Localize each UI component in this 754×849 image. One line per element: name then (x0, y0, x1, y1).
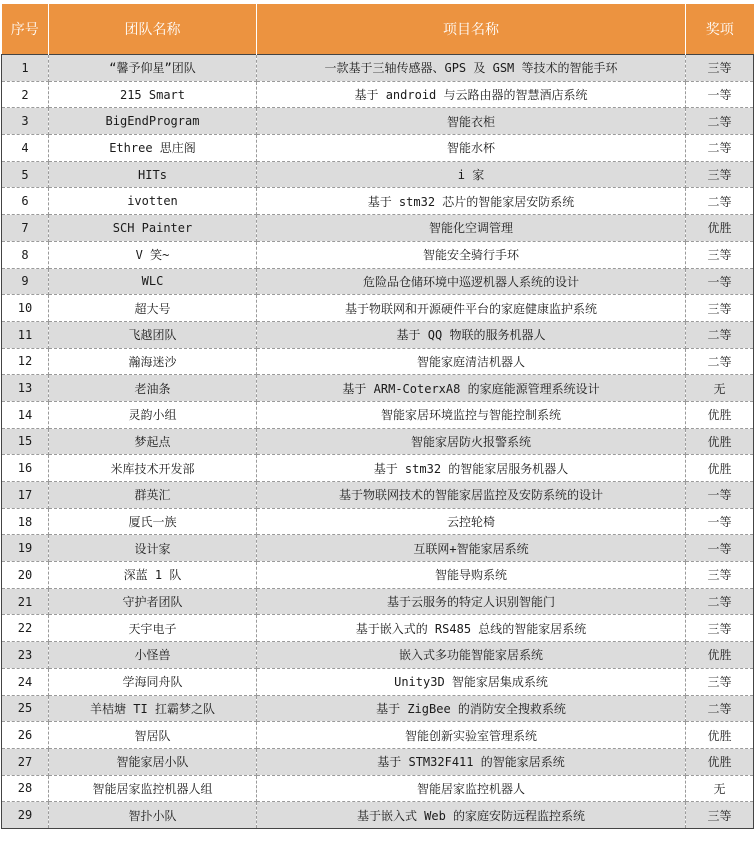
cell-team-name: 灵韵小组 (49, 401, 257, 428)
cell-index: 19 (2, 535, 49, 562)
cell-project-name: 基于 QQ 物联的服务机器人 (257, 321, 686, 348)
cell-team-name: 智能居家监控机器人组 (49, 775, 257, 802)
cell-team-name: 梦起点 (49, 428, 257, 455)
cell-index: 15 (2, 428, 49, 455)
cell-index: 18 (2, 508, 49, 535)
cell-project-name: 基于 STM32F411 的智能家居系统 (257, 748, 686, 775)
cell-project-name: 智能水杯 (257, 135, 686, 162)
cell-team-name: 智居队 (49, 722, 257, 749)
table-row (2, 562, 754, 589)
table-row (2, 135, 754, 162)
table-row (2, 642, 754, 669)
cell-index: 3 (2, 108, 49, 135)
table-row (2, 401, 754, 428)
cell-index: 11 (2, 321, 49, 348)
cell-project-name: 云控轮椅 (257, 508, 686, 535)
table-body (2, 55, 754, 829)
cell-index: 5 (2, 161, 49, 188)
cell-team-name: “馨予仰星”团队 (49, 55, 257, 82)
cell-award: 二等 (686, 188, 754, 215)
cell-index: 26 (2, 722, 49, 749)
cell-team-name: 智扑小队 (49, 802, 257, 829)
cell-project-name: 基于 ZigBee 的消防安全搜救系统 (257, 695, 686, 722)
cell-award: 无 (686, 375, 754, 402)
cell-index: 10 (2, 295, 49, 322)
cell-project-name: 基于物联网技术的智能家居监控及安防系统的设计 (257, 482, 686, 509)
cell-team-name: Ethree 思庄阁 (49, 135, 257, 162)
table-row (2, 55, 754, 82)
cell-team-name: 小怪兽 (49, 642, 257, 669)
cell-project-name: 危险品仓储环境中巡逻机器人系统的设计 (257, 268, 686, 295)
cell-project-name: i 家 (257, 161, 686, 188)
cell-team-name: 深蓝 1 队 (49, 562, 257, 589)
cell-award: 一等 (686, 81, 754, 108)
cell-award: 一等 (686, 268, 754, 295)
cell-project-name: 智能创新实验室管理系统 (257, 722, 686, 749)
cell-index: 24 (2, 668, 49, 695)
header-project-name: 项目名称 (257, 4, 686, 55)
cell-award: 优胜 (686, 455, 754, 482)
cell-index: 8 (2, 241, 49, 268)
cell-team-name: 群英汇 (49, 482, 257, 509)
cell-index: 12 (2, 348, 49, 375)
cell-project-name: 基于物联网和开源硬件平台的家庭健康监护系统 (257, 295, 686, 322)
cell-award: 三等 (686, 161, 754, 188)
cell-index: 2 (2, 81, 49, 108)
cell-team-name: 学海同舟队 (49, 668, 257, 695)
table-row (2, 615, 754, 642)
table-row (2, 775, 754, 802)
table-row (2, 508, 754, 535)
cell-index: 6 (2, 188, 49, 215)
cell-team-name: 羊桔塘 TI 扛霸梦之队 (49, 695, 257, 722)
header-award: 奖项 (686, 4, 754, 55)
cell-team-name: 守护者团队 (49, 588, 257, 615)
cell-project-name: 智能居家监控机器人 (257, 775, 686, 802)
header-row (2, 4, 754, 55)
cell-team-name: 智能家居小队 (49, 748, 257, 775)
cell-award: 二等 (686, 321, 754, 348)
table-row (2, 241, 754, 268)
awards-table (1, 4, 754, 829)
cell-award: 二等 (686, 588, 754, 615)
cell-index: 1 (2, 55, 49, 82)
table-row (2, 535, 754, 562)
cell-index: 17 (2, 482, 49, 509)
cell-project-name: 智能家居防火报警系统 (257, 428, 686, 455)
cell-index: 28 (2, 775, 49, 802)
cell-project-name: 基于嵌入式 Web 的家庭安防远程监控系统 (257, 802, 686, 829)
cell-project-name: 基于 ARM-CoterxA8 的家庭能源管理系统设计 (257, 375, 686, 402)
cell-award: 二等 (686, 135, 754, 162)
table-row (2, 348, 754, 375)
cell-team-name: 厦氏一族 (49, 508, 257, 535)
cell-team-name: BigEndProgram (49, 108, 257, 135)
cell-award: 三等 (686, 562, 754, 589)
table-row (2, 802, 754, 829)
cell-index: 7 (2, 215, 49, 242)
cell-award: 三等 (686, 802, 754, 829)
table-row (2, 748, 754, 775)
cell-team-name: HITs (49, 161, 257, 188)
table-row (2, 295, 754, 322)
cell-index: 16 (2, 455, 49, 482)
cell-team-name: V 笑~ (49, 241, 257, 268)
cell-index: 27 (2, 748, 49, 775)
table-row (2, 375, 754, 402)
cell-award: 三等 (686, 295, 754, 322)
cell-project-name: Unity3D 智能家居集成系统 (257, 668, 686, 695)
cell-award: 三等 (686, 615, 754, 642)
cell-team-name: 超大号 (49, 295, 257, 322)
cell-index: 20 (2, 562, 49, 589)
table-row (2, 695, 754, 722)
cell-award: 优胜 (686, 428, 754, 455)
cell-award: 优胜 (686, 642, 754, 669)
cell-project-name: 互联网+智能家居系统 (257, 535, 686, 562)
cell-index: 9 (2, 268, 49, 295)
cell-project-name: 一款基于三轴传感器、GPS 及 GSM 等技术的智能手环 (257, 55, 686, 82)
cell-team-name: 天宇电子 (49, 615, 257, 642)
table-row (2, 268, 754, 295)
cell-award: 三等 (686, 55, 754, 82)
cell-award: 一等 (686, 482, 754, 509)
cell-project-name: 基于 android 与云路由器的智慧酒店系统 (257, 81, 686, 108)
cell-award: 优胜 (686, 401, 754, 428)
table-row (2, 722, 754, 749)
cell-award: 一等 (686, 508, 754, 535)
table-row (2, 108, 754, 135)
cell-project-name: 基于嵌入式的 RS485 总线的智能家居系统 (257, 615, 686, 642)
cell-award: 二等 (686, 695, 754, 722)
header-index: 序号 (2, 4, 49, 55)
cell-award: 三等 (686, 241, 754, 268)
cell-team-name: 飞越团队 (49, 321, 257, 348)
table-row (2, 455, 754, 482)
cell-index: 4 (2, 135, 49, 162)
cell-award: 二等 (686, 108, 754, 135)
cell-project-name: 智能衣柜 (257, 108, 686, 135)
cell-award: 一等 (686, 535, 754, 562)
cell-index: 14 (2, 401, 49, 428)
table-row (2, 428, 754, 455)
cell-team-name: ivotten (49, 188, 257, 215)
cell-team-name: 老油条 (49, 375, 257, 402)
cell-index: 29 (2, 802, 49, 829)
cell-team-name: SCH Painter (49, 215, 257, 242)
cell-project-name: 智能导购系统 (257, 562, 686, 589)
cell-index: 25 (2, 695, 49, 722)
cell-project-name: 嵌入式多功能智能家居系统 (257, 642, 686, 669)
table-row (2, 81, 754, 108)
cell-team-name: 米库技术开发部 (49, 455, 257, 482)
cell-award: 三等 (686, 668, 754, 695)
cell-project-name: 智能化空调管理 (257, 215, 686, 242)
cell-index: 23 (2, 642, 49, 669)
cell-project-name: 智能家庭清洁机器人 (257, 348, 686, 375)
table-row (2, 161, 754, 188)
cell-project-name: 智能家居环境监控与智能控制系统 (257, 401, 686, 428)
cell-index: 22 (2, 615, 49, 642)
table-row (2, 588, 754, 615)
cell-project-name: 基于 stm32 芯片的智能家居安防系统 (257, 188, 686, 215)
cell-index: 21 (2, 588, 49, 615)
cell-award: 优胜 (686, 748, 754, 775)
cell-team-name: WLC (49, 268, 257, 295)
cell-team-name: 215 Smart (49, 81, 257, 108)
table-row (2, 482, 754, 509)
table-row (2, 321, 754, 348)
cell-project-name: 智能安全骑行手环 (257, 241, 686, 268)
table-row (2, 215, 754, 242)
cell-project-name: 基于 stm32 的智能家居服务机器人 (257, 455, 686, 482)
table-row (2, 188, 754, 215)
cell-team-name: 瀚海迷沙 (49, 348, 257, 375)
cell-award: 无 (686, 775, 754, 802)
cell-project-name: 基于云服务的特定人识别智能门 (257, 588, 686, 615)
cell-index: 13 (2, 375, 49, 402)
cell-award: 二等 (686, 348, 754, 375)
cell-team-name: 设计家 (49, 535, 257, 562)
cell-award: 优胜 (686, 722, 754, 749)
table-row (2, 668, 754, 695)
header-team-name: 团队名称 (49, 4, 257, 55)
cell-award: 优胜 (686, 215, 754, 242)
